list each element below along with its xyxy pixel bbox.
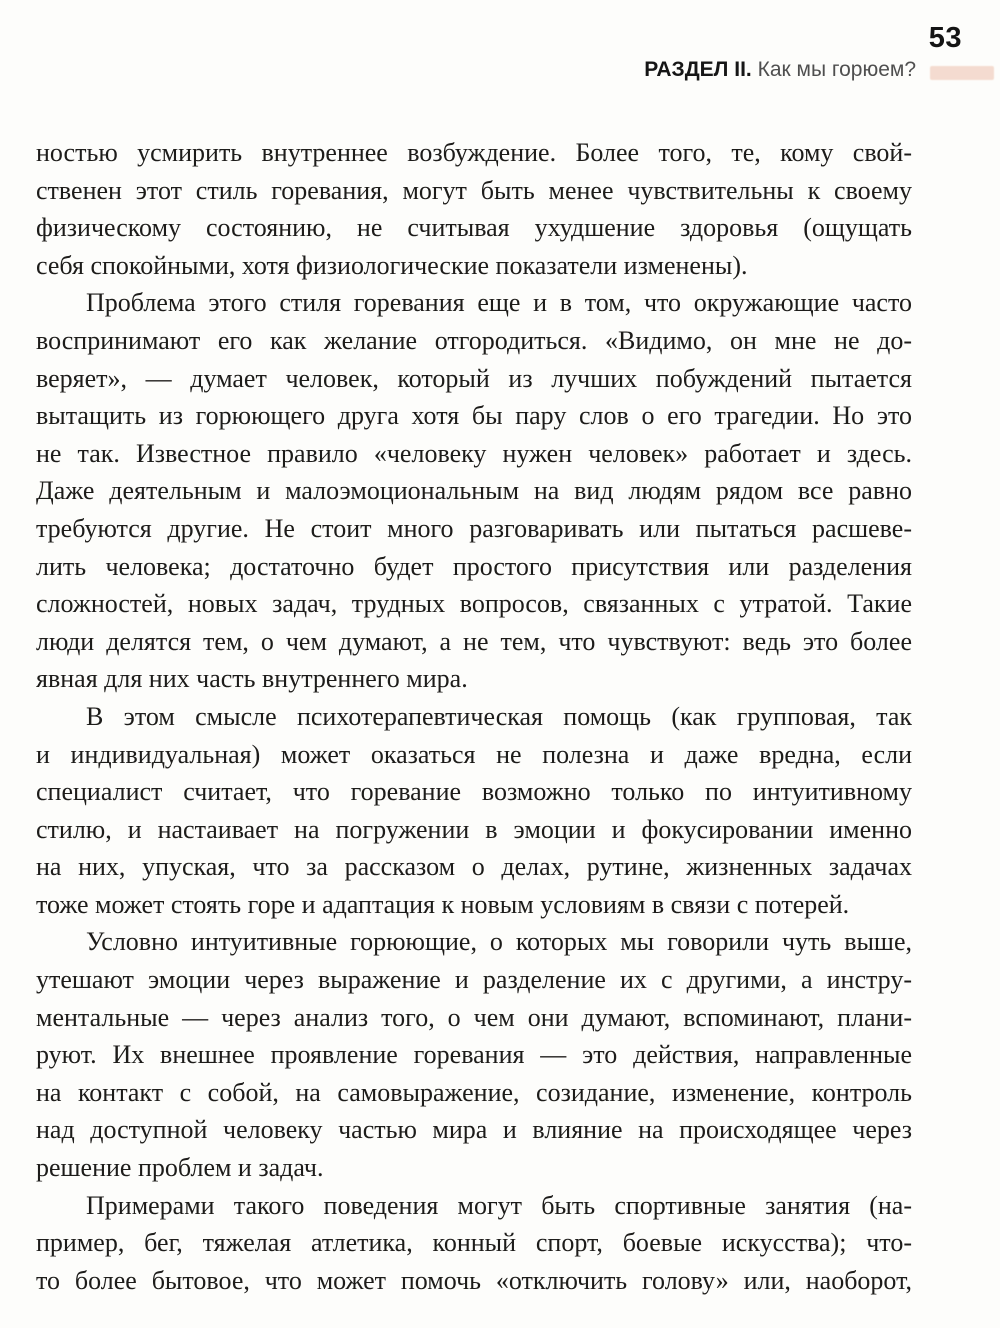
- text-line: требуются другие. Не стоит много разговаривать или пытаться расшеве-: [36, 513, 912, 543]
- running-head-section: РАЗДЕЛ II.: [644, 58, 752, 81]
- text-line: воспринимают его как желание отгородиться. «Видимо, он мне не до-: [36, 325, 912, 355]
- text-line: себя спокойными, хотя физиологические показатели изменены).: [36, 250, 748, 280]
- text-line: решение проблем и задач.: [36, 1153, 324, 1183]
- text-line: и индивидуальная) может оказаться не полезна и даже вредна, если: [36, 739, 912, 769]
- text-line: над доступной человеку частью мира и влияние на происходящее через: [36, 1115, 912, 1145]
- text-line: специалист считает, что горевание возможно только по интуитивному: [36, 777, 912, 807]
- text-line: люди делятся тем, о чем думают, а не тем, что чувствуют: ведь это более: [36, 626, 912, 656]
- text-line: Даже деятельным и малоэмоциональным на вид людям рядом все равно: [36, 476, 912, 506]
- text-line: явная для них часть внутреннего мира.: [36, 664, 468, 694]
- running-head: [644, 58, 916, 82]
- page-number: 53: [928, 22, 962, 54]
- text-line: не так. Известное правило «человеку нужен человек» работает и здесь.: [36, 438, 912, 468]
- text-line: веряет», — думает человек, который из лучших побуждений пытается: [36, 363, 912, 393]
- text-line: на контакт с собой, на самовыражение, созидание, изменение, контроль: [36, 1077, 912, 1107]
- text-line: на них, упуская, что за рассказом о делах, рутине, жизненных задачах: [36, 852, 912, 882]
- text-line: стилю, и настаивает на погружении в эмоции и фокусировании именно: [36, 814, 912, 844]
- text-line: ностью усмирить внутреннее возбуждение. Более того, те, кому свой-: [36, 138, 912, 167]
- text-line: руют. Их внешнее проявление горевания — это действия, направленные: [36, 1040, 912, 1070]
- text-line: В этом смысле психотерапевтическая помощь (как групповая, так: [86, 701, 912, 731]
- text-line: вытащить из горюющего друга хотя бы пару слов о его трагедии. Но это: [36, 401, 912, 431]
- text-line: Примерами такого поведения могут быть спортивные занятия (на-: [86, 1190, 912, 1220]
- text-line: то более бытовое, что может помочь «отключить голову» или, наоборот,: [36, 1265, 912, 1295]
- text-line: ментальные — через анализ того, о чем они думают, вспоминают, плани-: [36, 1002, 912, 1032]
- text-line: ственен этот стиль горевания, могут быть менее чувствительны к своему: [36, 175, 912, 205]
- text-line: утешают эмоции через выражение и разделение их с другими, а инстру-: [36, 965, 912, 995]
- text-line: лить человека; достаточно будет простого присутствия или разделения: [36, 551, 912, 581]
- text-line: сложностей, новых задач, трудных вопросов, связанных с утратой. Такие: [36, 589, 912, 619]
- text-line: Проблема этого стиля горевания еще и в том, что окружающие часто: [86, 288, 912, 318]
- ink-stain: [930, 66, 994, 80]
- text-line: Условно интуитивные горюющие, о которых мы говорили чуть выше,: [86, 927, 912, 957]
- text-line: физическому состоянию, не считывая ухудшение здоровья (ощущать: [36, 213, 912, 243]
- text-block: [36, 134, 912, 1299]
- text-line: пример, бег, тяжелая атлетика, конный спорт, боевые искусства); что-: [36, 1228, 912, 1258]
- running-head-title: Как мы горюем?: [757, 58, 916, 81]
- text-line: тоже может стоять горе и адаптация к новым условиям в связи с потерей.: [36, 889, 850, 919]
